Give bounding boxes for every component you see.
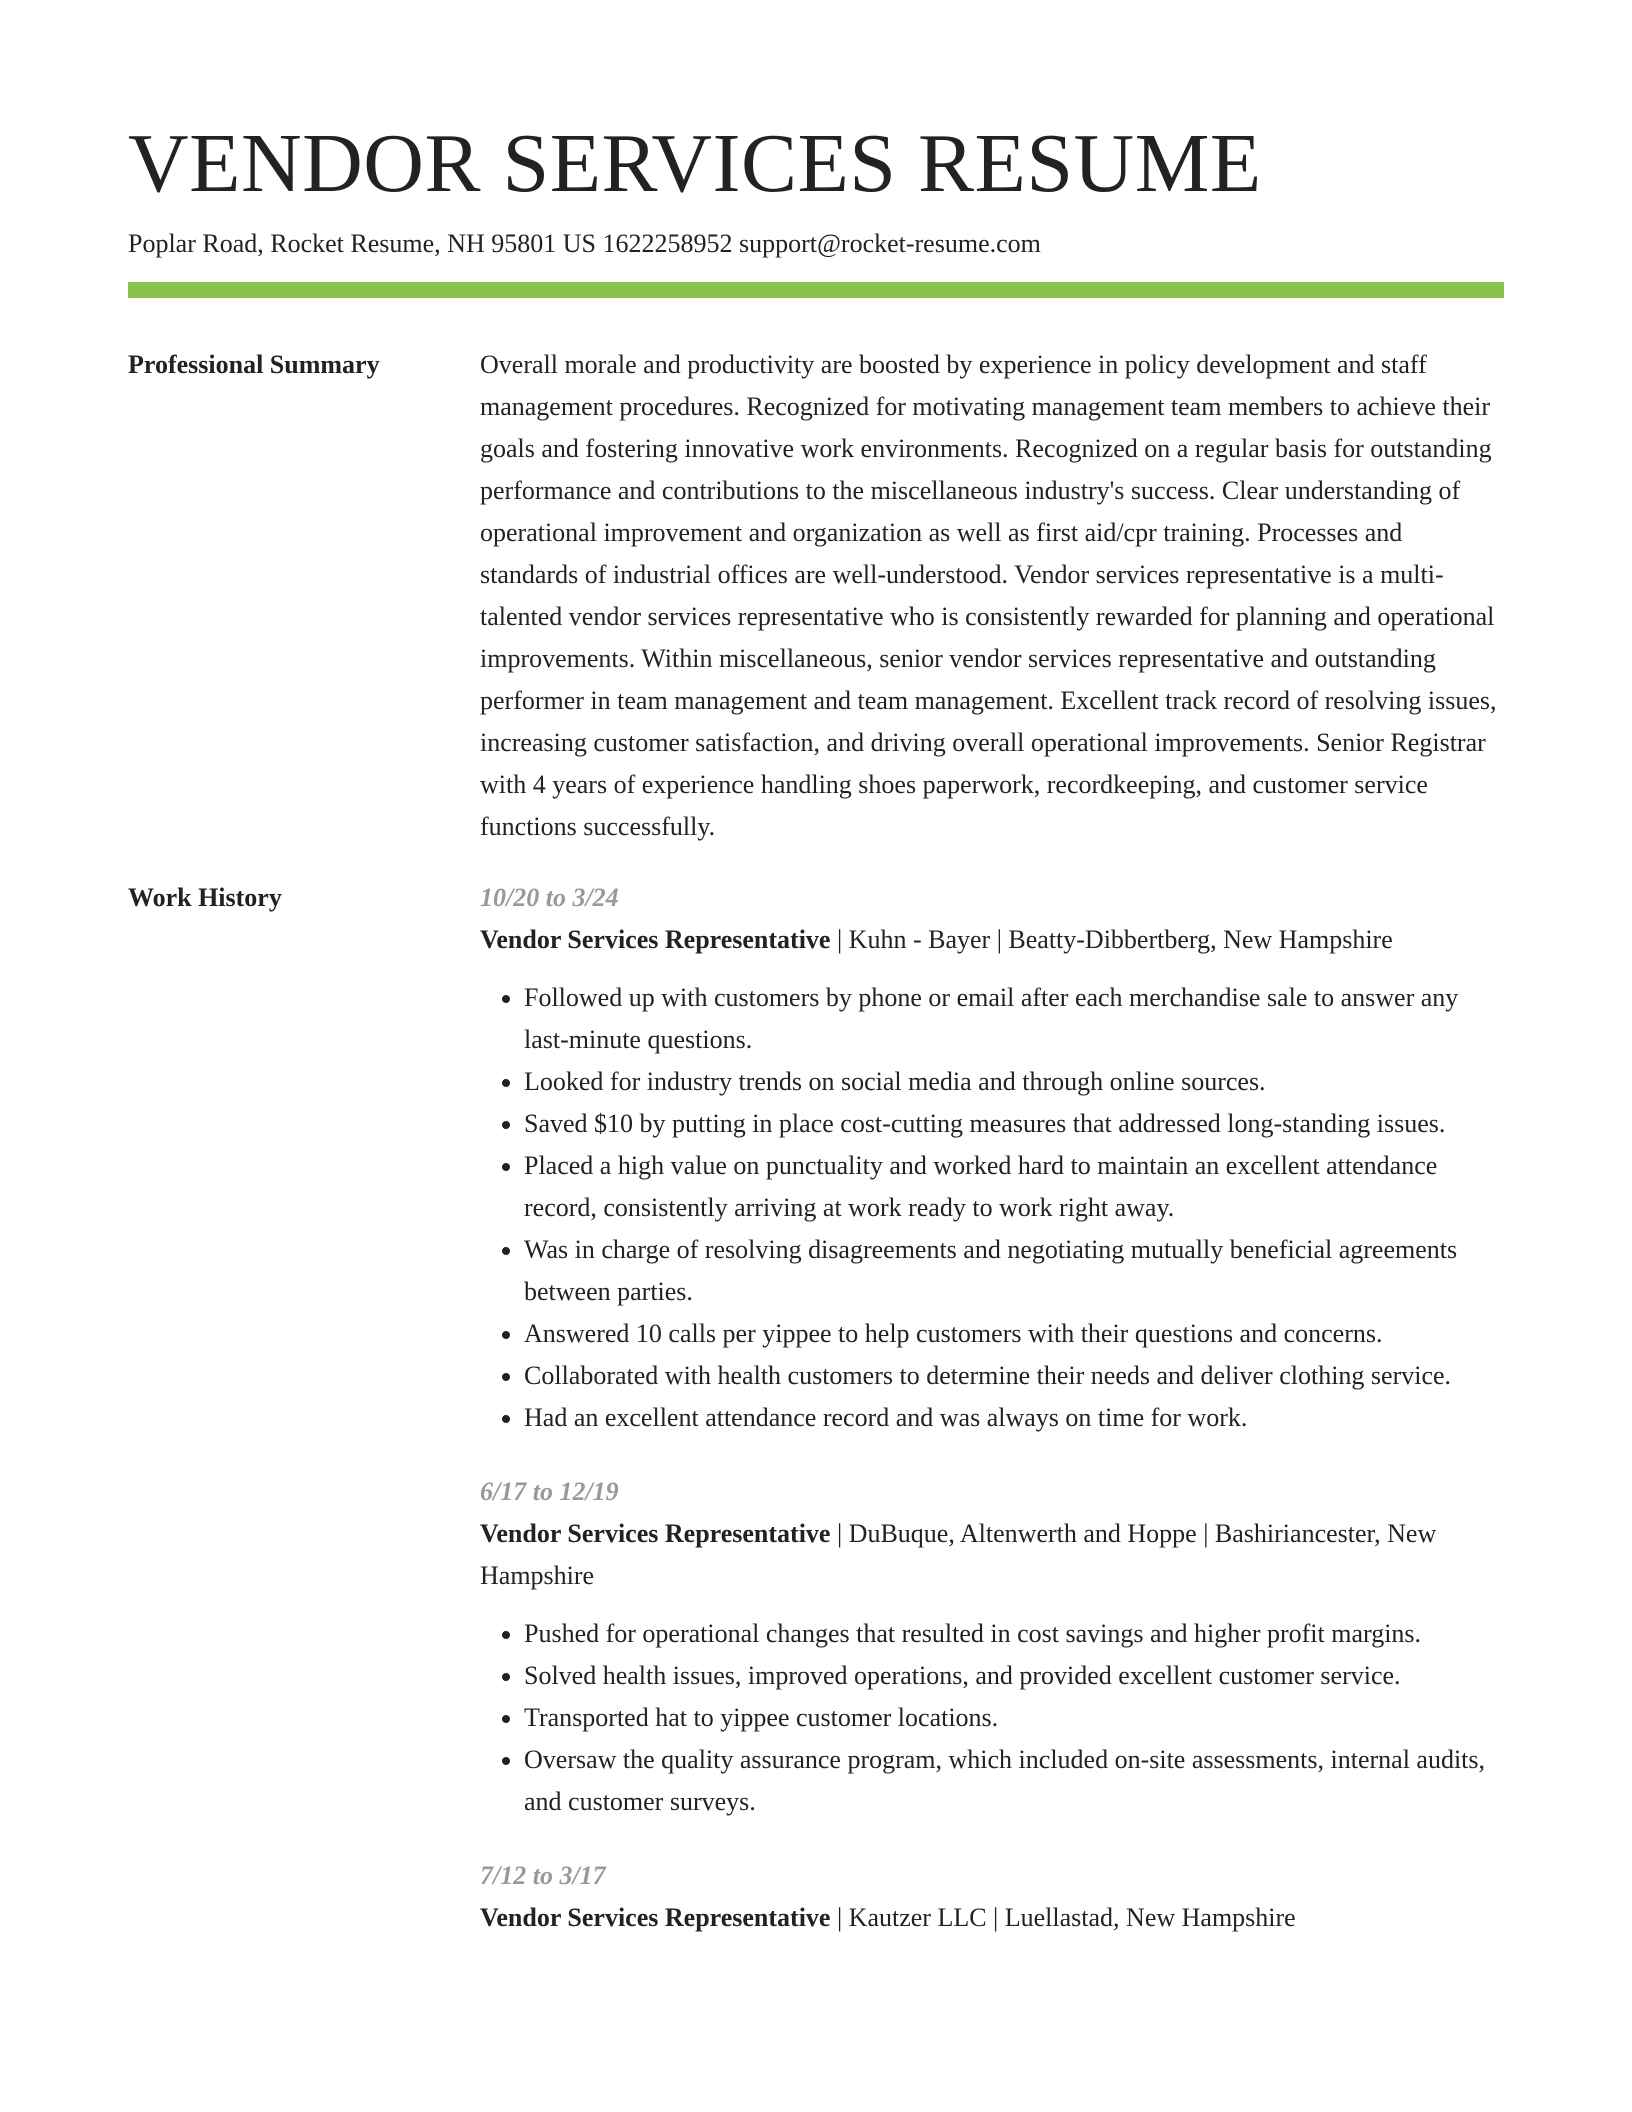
job-company-location: | DuBuque, Altenwerth and Hoppe | Bashiriancester, New Hampshire xyxy=(480,1519,1437,1591)
contact-info: Poplar Road, Rocket Resume, NH 95801 US 1622258952 support@rocket-resume.com xyxy=(128,229,1041,259)
job-bullet: • Placed a high value on punctuality and worked hard to maintain an excellent attendance record, consistently arriving at work ready to work right away. xyxy=(524,1145,1504,1229)
job-bullet: • Followed up with customers by phone or email after each merchandise sale to answer any last-minute questions. xyxy=(524,977,1504,1061)
job-bullet: • Looked for industry trends on social media and through online sources. xyxy=(524,1061,1504,1103)
resume-title: VENDOR SERVICES RESUME xyxy=(128,117,1262,210)
job-title: Vendor Services Representative xyxy=(480,925,831,955)
summary-section xyxy=(128,350,1504,848)
job-title-line xyxy=(480,1897,1504,1939)
header-divider xyxy=(128,282,1504,298)
job-entry xyxy=(480,1855,1504,1939)
job-bullet: • Transported hat to yippee customer locations. xyxy=(524,1697,1504,1739)
summary-body xyxy=(480,344,1504,848)
summary-heading: Professional Summary xyxy=(128,350,380,380)
job-company-location: | Kautzer LLC | Luellastad, New Hampshire xyxy=(830,1903,1296,1933)
work-history-heading: Work History xyxy=(128,883,282,913)
job-title-line xyxy=(480,1513,1504,1597)
work-history-section xyxy=(128,883,1504,1939)
job-title-line xyxy=(480,919,1504,961)
job-dates: 7/12 to 3/17 xyxy=(480,1861,606,1891)
job-bullet: • Answered 10 calls per yippee to help customers with their questions and concerns. xyxy=(524,1313,1504,1355)
job-bullet-list xyxy=(480,977,1504,1439)
job-dates: 10/20 to 3/24 xyxy=(480,883,619,913)
job-bullet: • Solved health issues, improved operations, and provided excellent customer service. xyxy=(524,1655,1504,1697)
job-bullet: • Collaborated with health customers to determine their needs and deliver clothing service. xyxy=(524,1355,1504,1397)
job-bullet-list xyxy=(480,1613,1504,1823)
job-bullet: • Was in charge of resolving disagreements and negotiating mutually beneficial agreements between parties. xyxy=(524,1229,1504,1313)
job-entry xyxy=(480,877,1504,1439)
job-dates: 6/17 to 12/19 xyxy=(480,1477,619,1507)
work-history-body xyxy=(480,877,1504,1939)
job-bullet: • Had an excellent attendance record and was always on time for work. xyxy=(524,1397,1504,1439)
job-title: Vendor Services Representative xyxy=(480,1903,831,1933)
job-company-location: | Kuhn - Bayer | Beatty-Dibbertberg, New Hampshire xyxy=(830,925,1393,955)
summary-text: Overall morale and productivity are boosted by experience in policy development and staff management procedures. Recognized for motivating management team members to achieve their goals and fostering innovative work environments. Recognized on a regular basis for outstanding performance and contributions to the miscellaneous industry's success. Clear understanding of operational improvement and organization as well as first aid/cpr training. Processes and standards of industrial offices are well-understood. Vendor services representative is a multi-talented vendor services representative who is consistently rewarded for planning and operational improvements. Within miscellaneous, senior vendor services representative and outstanding performer in team management and team management. Excellent track record of resolving issues, increasing customer satisfaction, and driving overall operational improvements. Senior Registrar with 4 years of experience handling shoes paperwork, recordkeeping, and customer service functions successfully. xyxy=(480,350,1497,842)
job-entry xyxy=(480,1471,1504,1823)
job-bullet: • Pushed for operational changes that resulted in cost savings and higher profit margins. xyxy=(524,1613,1504,1655)
job-title: Vendor Services Representative xyxy=(480,1519,831,1549)
job-bullet: • Saved $10 by putting in place cost-cutting measures that addressed long-standing issues. xyxy=(524,1103,1504,1145)
job-bullet: • Oversaw the quality assurance program, which included on-site assessments, internal audits, and customer surveys. xyxy=(524,1739,1504,1823)
